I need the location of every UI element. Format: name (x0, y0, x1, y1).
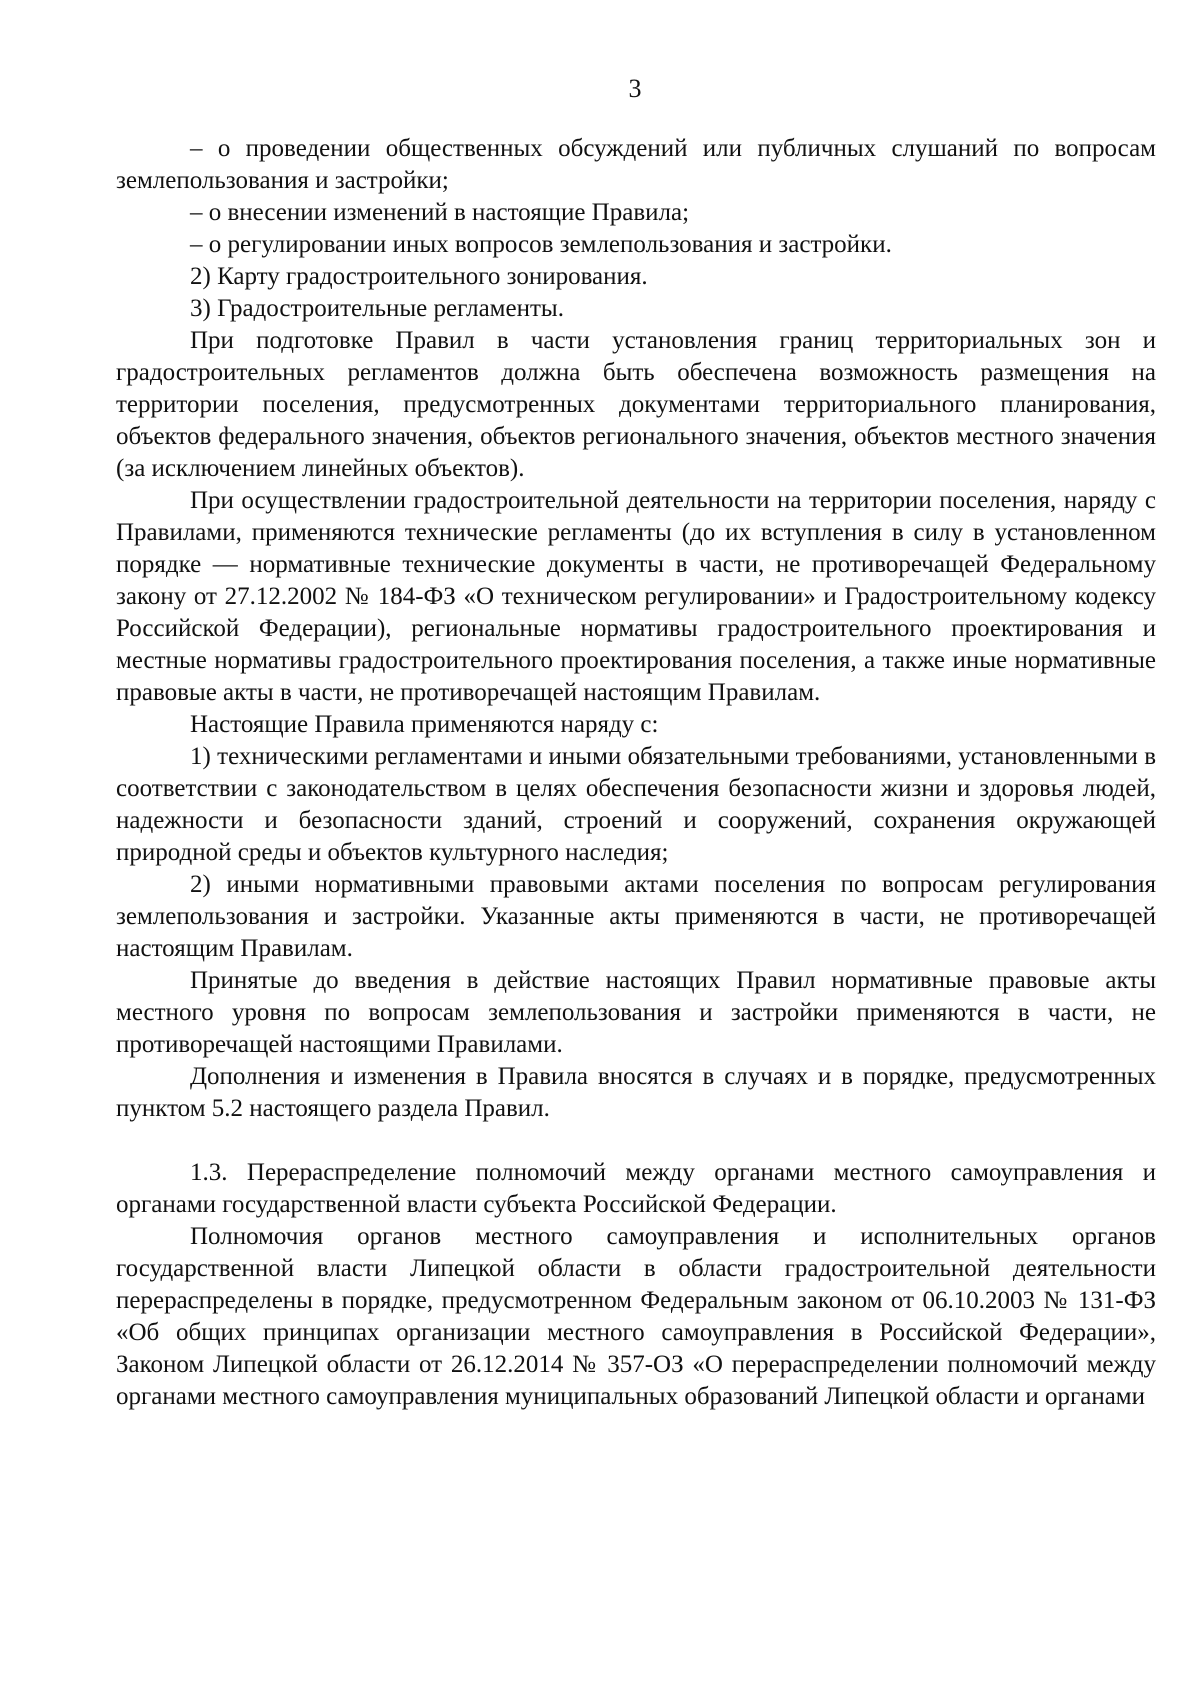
paragraph-zone-boundaries: При подготовке Правил в части установления границ территориальных зон и градостроительных регламентов должна быть обеспечена возможность размещения на территории поселения, предусмотренных документами территориального планирования, объектов федерального значения, объектов регионального значения, объектов местного значения (за исключением линейных объектов). (116, 327, 1156, 482)
paragraph-prior-acts: Принятые до введения в действие настоящих Правил нормативные правовые акты местного уровня по вопросам землепользования и застройки применяются в части, не противоречащей настоящими Правилами. (116, 967, 1156, 1058)
section-spacer (116, 1125, 1156, 1157)
list-item-regulations: 3) Градостроительные регламенты. (190, 295, 564, 322)
list-item-other-questions: – о регулировании иных вопросов землепользования и застройки. (190, 231, 892, 258)
list-item-normative-acts: 2) иными нормативными правовыми актами поселения по вопросам регулирования землепользования и застройки. Указанные акты применяются в части, не противоречащей настоящим Правилам. (116, 871, 1156, 962)
page-number: 3 (628, 74, 642, 103)
section-paragraph: Полномочия органов местного самоуправления и исполнительных органов государственной власти Липецкой области в области градостроительной деятельности перераспределены в порядке, предусмотренном Федеральным законом от 06.10.2003 № 131-ФЗ «Об общих принципах организации местного самоуправления в Российской Федерации», Законом Липецкой области от 26.12.2014 № 357-ОЗ «О перераспределении полномочий между органами местного самоуправления муниципальных образований Липецкой области и органами (116, 1223, 1156, 1410)
paragraph-additions: Дополнения и изменения в Правила вносятся в случаях и в порядке, предусмотренных пунктом 5.2 настоящего раздела Правил. (116, 1063, 1156, 1122)
paragraph-applied-along-with: Настоящие Правила применяются наряду с: (190, 711, 659, 738)
list-item-amendments: – о внесении изменений в настоящие Правила; (190, 199, 690, 226)
paragraph-technical-regulations: При осуществлении градостроительной деятельности на территории поселения, наряду с Правилами, применяются технические регламенты (до их вступления в силу в установленном порядке — нормативные технические документы в части, не противоречащей Федеральному закону от 27.12.2002 № 184-ФЗ «О техническом регулировании» и Градостроительному кодексу Российской Федерации), региональные нормативы градостроительного проектирования и местные нормативы градостроительного проектирования поселения, а также иные нормативные правовые акты в части, не противоречащей настоящим Правилам. (116, 487, 1156, 706)
list-item-technical-regulations: 1) техническими регламентами и иными обязательными требованиями, установленными в соответствии с законодательством в целях обеспечения безопасности жизни и здоровья людей, надежности и безопасности зданий, строений и сооружений, сохранения окружающей природной среды и объектов культурного наследия; (116, 743, 1156, 866)
section-heading: 1.3. Перераспределение полномочий между органами местного самоуправления и органами государственной власти субъекта Российской Федерации. (116, 1159, 1156, 1218)
list-item-zoning-map: 2) Карту градостроительного зонирования. (190, 263, 648, 290)
document-body (116, 133, 1156, 1413)
list-item-public-hearings: – о проведении общественных обсуждений или публичных слушаний по вопросам землепользования и застройки; (116, 135, 1156, 194)
